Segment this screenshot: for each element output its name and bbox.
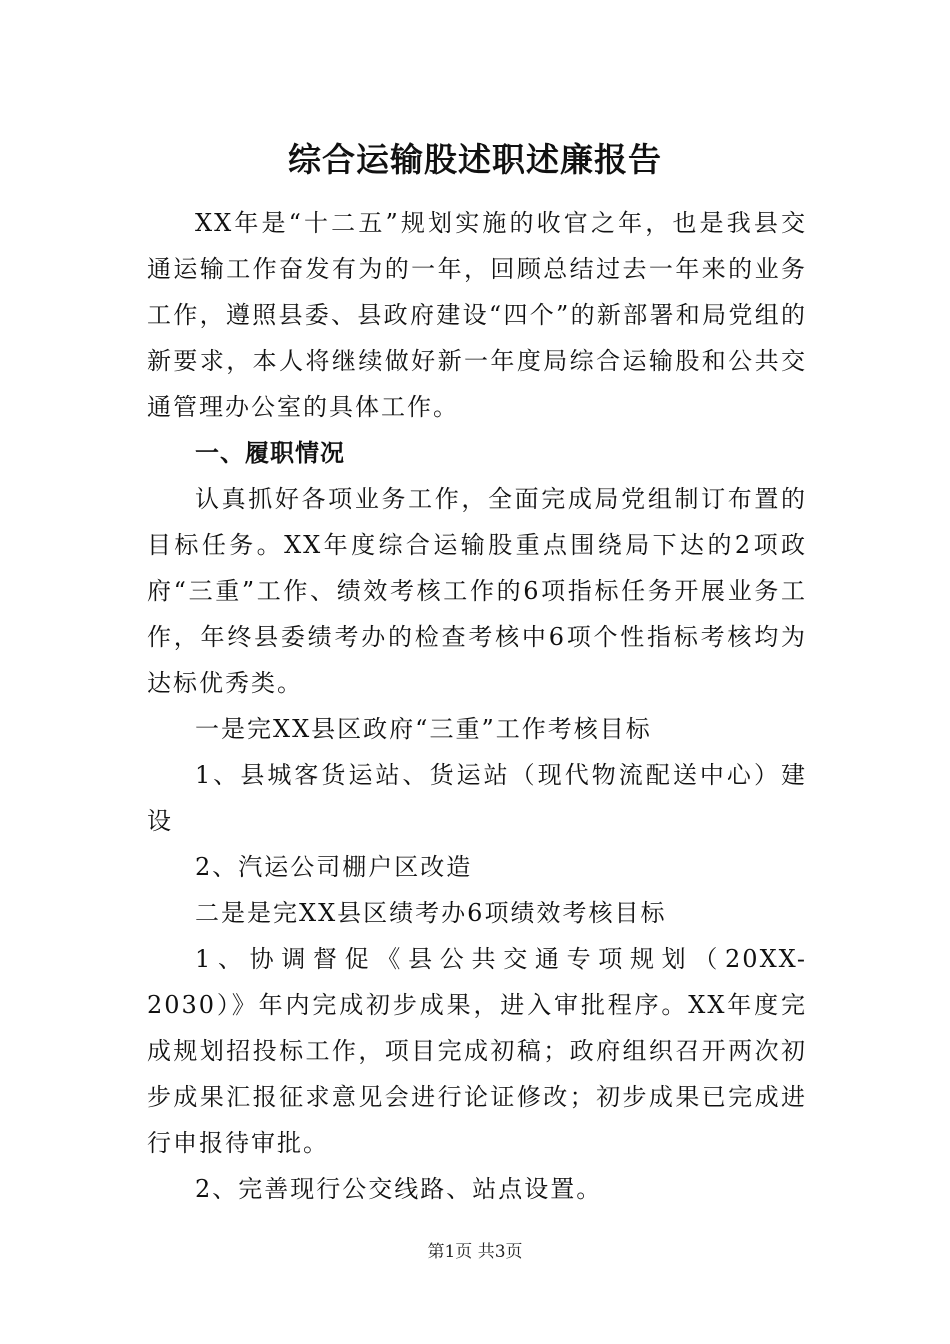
subsection-one: 一是完XX县区政府“三重”工作考核目标 — [195, 715, 652, 743]
document-body — [147, 200, 807, 1212]
duty-paragraph: 认真抓好各项业务工作，全面完成局党组制订布置的目标任务。XX年度综合运输股重点围绕局下达的2项政府“三重”工作、绩效考核工作的6项指标任务开展业务工作，年终县委绩考办的检查考核中6项个性指标考核均为达标优秀类。 — [147, 485, 807, 697]
list-item: 1、县城客货运站、货运站（现代物流配送中心）建设 — [147, 761, 807, 835]
list-item: 1、协调督促《县公共交通专项规划（20XX-2030）》年内完成初步成果，进入审批程序。XX年度完成规划招投标工作，项目完成初稿；政府组织召开两次初步成果汇报征求意见会进行论证修改；初步成果已完成进行申报待审批。 — [147, 945, 807, 1157]
section-heading: 一、履职情况 — [195, 439, 345, 467]
document-title: 综合运输股述职述廉报告 — [288, 140, 662, 179]
list-item: 2、汽运公司棚户区改造 — [195, 853, 473, 881]
list-item: 2、完善现行公交线路、站点设置。 — [195, 1175, 603, 1203]
page-footer: 第1页 共3页 — [427, 1242, 523, 1262]
intro-paragraph: XX年是“十二五”规划实施的收官之年，也是我县交通运输工作奋发有为的一年，回顾总结过去一年来的业务工作，遵照县委、县政府建设“四个”的新部署和局党组的新要求，本人将继续做好新一年度局综合运输股和公共交通管理办公室的具体工作。 — [147, 209, 807, 421]
subsection-two: 二是是完XX县区绩考办6项绩效考核目标 — [195, 899, 667, 927]
